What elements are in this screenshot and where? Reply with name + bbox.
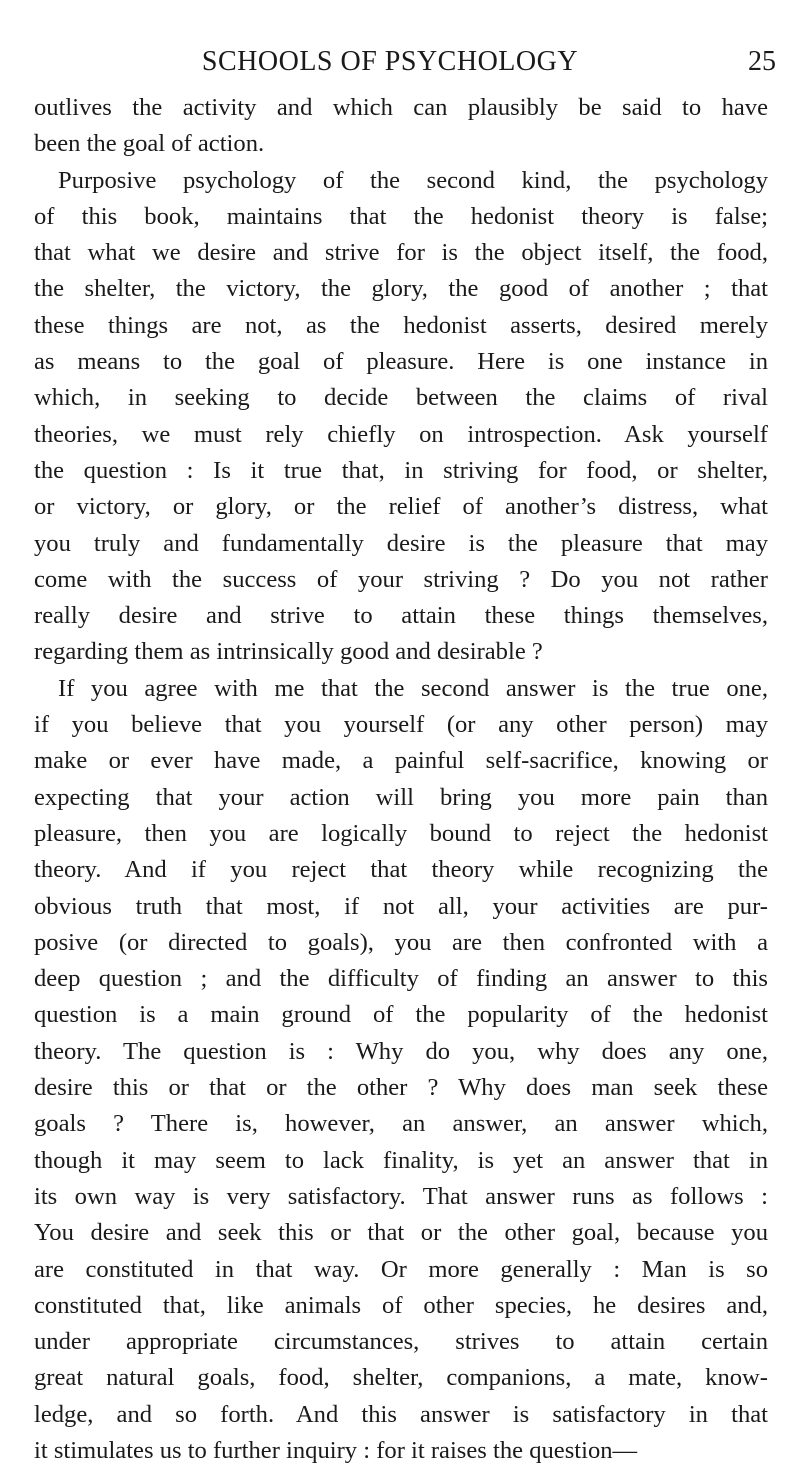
text-line: constituted that, like animals of other species, he desires and, (34, 1291, 768, 1319)
text-line: If you agree with me that the second answer is the true one, (58, 674, 768, 702)
text-line: the question : Is it true that, in striving for food, or shelter, (34, 456, 768, 484)
text-line: posive (or directed to goals), you are then confronted with a (34, 928, 768, 956)
body-text (34, 90, 768, 1469)
text-line: ledge, and so forth. And this answer is satisfactory in that (34, 1400, 768, 1428)
text-line: are constituted in that way. Or more generally : Man is so (34, 1255, 768, 1283)
text-line: great natural goals, food, shelter, companions, a mate, know- (34, 1364, 768, 1392)
text-line: come with the success of your striving ? Do you not rather (34, 565, 768, 593)
text-line: that what we desire and strive for is the object itself, the food, (34, 239, 768, 267)
text-line: which, in seeking to decide between the claims of rival (34, 384, 768, 412)
text-line: it stimulates us to further inquiry : for it raises the question— (34, 1436, 638, 1464)
text-line: or victory, or glory, or the relief of another’s distress, what (34, 493, 768, 521)
text-line: if you believe that you yourself (or any other person) may (34, 711, 768, 739)
text-line: outlives the activity and which can plausibly be said to have (34, 94, 768, 121)
text-line: theory. The question is : Why do you, why does any one, (34, 1037, 768, 1065)
text-line: make or ever have made, a painful self-sacrifice, knowing or (34, 747, 768, 775)
text-line: its own way is very satisfactory. That answer runs as follows : (34, 1182, 768, 1210)
text-line: theory. And if you reject that theory while recognizing the (34, 856, 768, 884)
page-number: 25 (748, 46, 776, 77)
text-line: obvious truth that most, if not all, your activities are pur- (34, 892, 768, 920)
text-line: under appropriate circumstances, strives to attain certain (34, 1328, 768, 1356)
text-line: expecting that your action will bring you more pain than (34, 783, 768, 811)
text-line: you truly and fundamentally desire is the pleasure that may (34, 529, 768, 557)
text-line: of this book, maintains that the hedonist theory is false; (34, 202, 768, 230)
text-line: been the goal of action. (34, 130, 265, 158)
text-line: pleasure, then you are logically bound to reject the hedonist (34, 819, 768, 847)
running-title: SCHOOLS OF PSYCHOLOGY (201, 46, 579, 77)
text-line: as means to the goal of pleasure. Here is one instance in (34, 348, 768, 376)
text-line: theories, we must rely chiefly on introspection. Ask yourself (34, 420, 768, 448)
text-line: regarding them as intrinsically good and desirable ? (34, 638, 543, 666)
text-line: question is a main ground of the popularity of the hedonist (34, 1001, 768, 1029)
text-line: You desire and seek this or that or the other goal, because you (34, 1219, 768, 1247)
text-line: really desire and strive to attain these things themselves, (34, 602, 768, 630)
text-line: desire this or that or the other ? Why does man seek these (34, 1074, 768, 1102)
text-line: Purposive psychology of the second kind, the psychology (58, 166, 768, 194)
text-line: these things are not, as the hedonist asserts, desired merely (34, 311, 768, 339)
text-line: the shelter, the victory, the glory, the good of another ; that (34, 275, 768, 303)
text-line: goals ? There is, however, an answer, an answer which, (34, 1110, 768, 1138)
text-line: deep question ; and the difficulty of finding an answer to this (34, 965, 768, 993)
text-line: though it may seem to lack finality, is yet an answer that in (34, 1146, 768, 1174)
running-head (0, 42, 800, 82)
